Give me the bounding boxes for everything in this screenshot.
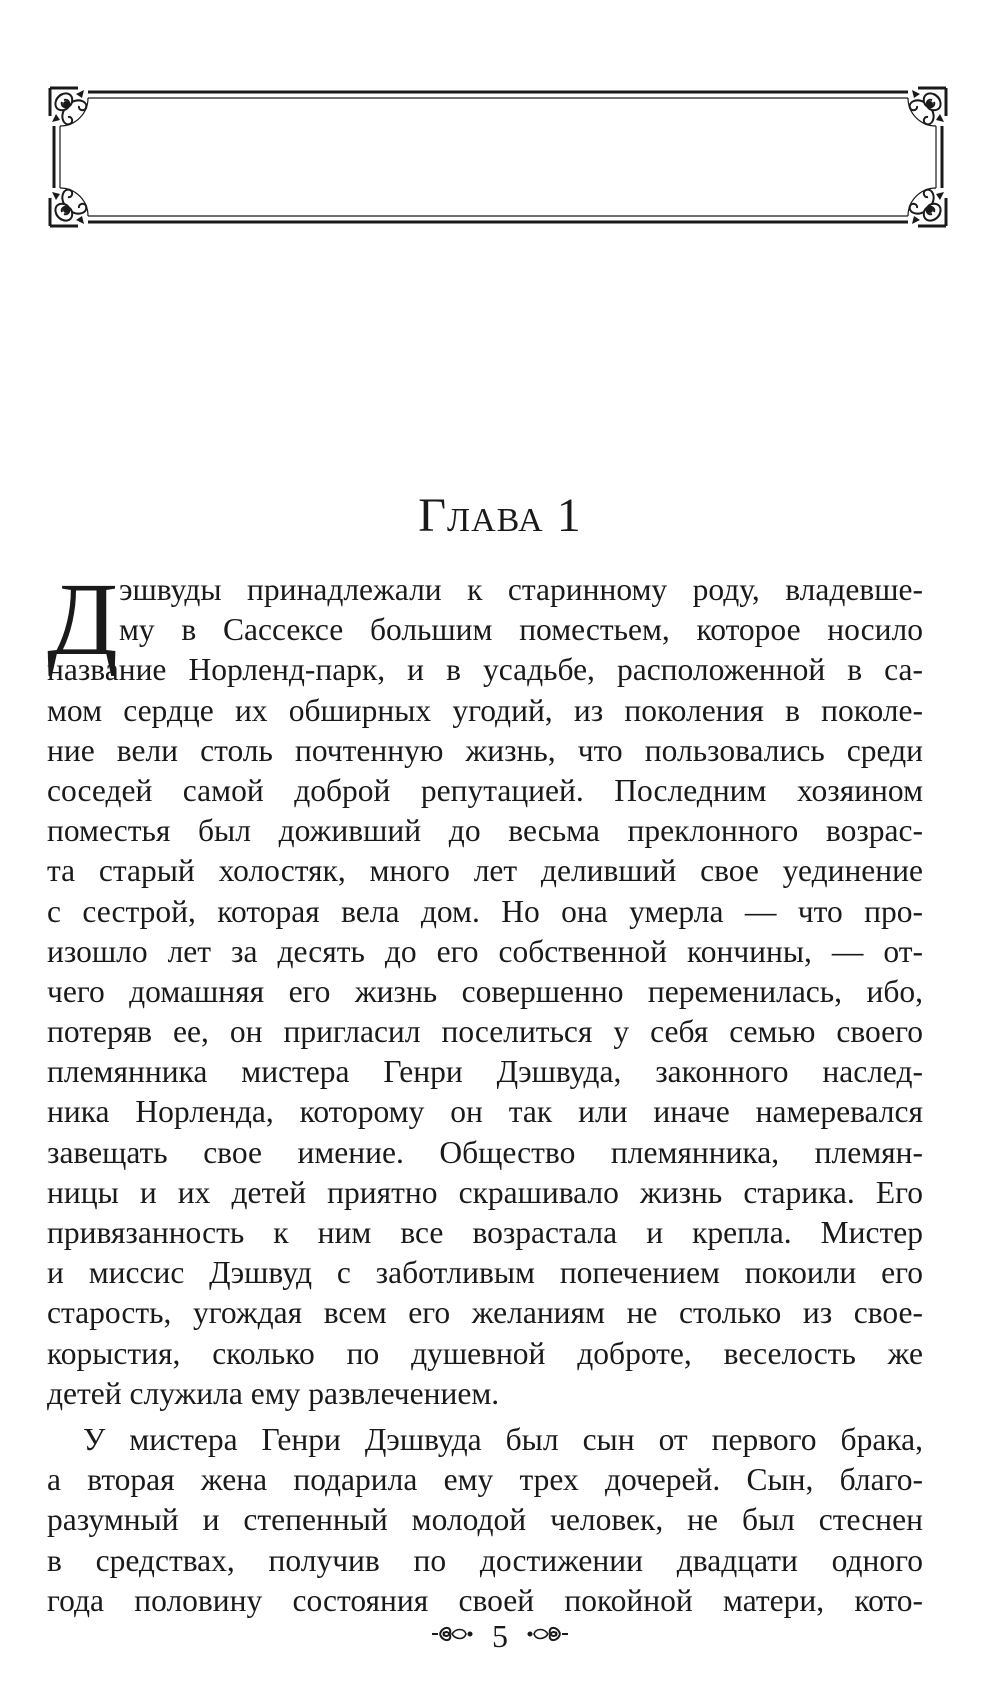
ornamental-frame	[48, 86, 948, 228]
corner-flourish-top-right	[910, 88, 946, 124]
text-line: эшвуды принадлежали к старинному роду, владевше-	[119, 572, 923, 607]
text-line: корыстия, сколько по душевной доброте, веселость же	[47, 1335, 923, 1371]
corner-flourish-bottom-right	[910, 190, 946, 226]
text-line: и миссис Дэшвуд с заботливым попечением покоили его	[47, 1255, 923, 1291]
text-line: потеряв ее, он пригласил поселиться у себя семью своего	[47, 1014, 923, 1050]
text-line: ницы и их детей приятно скрашивало жизнь старика. Его	[47, 1174, 923, 1210]
text-line: чего домашняя его жизнь совершенно переменилась, ибо,	[47, 973, 923, 1009]
text-line: завещать свое имение. Общество племянника, племян-	[47, 1134, 923, 1170]
text-line: а вторая жена подарила ему трех дочерей. Сын, благо-	[47, 1462, 923, 1498]
text-line: изошло лет за десять до его собственной кончины, — от-	[47, 933, 923, 969]
page-footer	[0, 1620, 1000, 1652]
text-line: название Норленд-парк, и в усадьбе, расположенной в са-	[47, 652, 923, 688]
corner-flourish-bottom-left	[50, 190, 86, 226]
paragraph-2	[47, 1420, 923, 1621]
text-line: та старый холостяк, много лет деливший свое уединение	[47, 853, 923, 889]
text-line: старость, угождая всем его желаниям не столько из свое-	[47, 1295, 923, 1331]
text-line: поместья был доживший до весьма преклонного возрас-	[47, 813, 923, 849]
fleuron-left-icon	[430, 1623, 474, 1650]
text-line: привязанность к ним все возрастала и крепла. Мистер	[47, 1215, 923, 1250]
paragraph-1	[47, 562, 923, 1414]
text-line: с сестрой, которая вела дом. Но она умерла — что про-	[47, 893, 923, 929]
drop-cap: Д	[47, 562, 118, 677]
text-line: соседей самой доброй репутацией. Последним хозяином	[47, 772, 923, 808]
page-number: 5	[492, 1618, 508, 1654]
chapter-title: Глава 1	[418, 489, 582, 542]
text-line: У мистера Генри Дэшвуда был сын от первого брака,	[83, 1421, 923, 1457]
body-text	[47, 562, 923, 1621]
text-line: ние вели столь почтенную жизнь, что пользовались среди	[47, 732, 923, 768]
text-line: детей служила ему развлечением.	[47, 1375, 500, 1411]
corner-flourish-top-left	[50, 88, 86, 124]
text-line: му в Сассексе большим поместьем, которое носило	[119, 612, 923, 648]
text-line: племянника мистера Генри Дэшвуда, законного наслед-	[47, 1054, 923, 1090]
text-line: в средствах, получив по достижении двадцати одного	[47, 1542, 923, 1578]
fleuron-right-icon	[526, 1623, 570, 1650]
text-line: ника Норленда, которому он так или иначе намеревался	[47, 1094, 923, 1130]
text-line: года половину состояния своей покойной матери, кото-	[47, 1582, 923, 1618]
text-line: разумный и степенный молодой человек, не был стеснен	[47, 1502, 923, 1538]
text-line: мом сердце их обширных угодий, из поколения в поколе-	[47, 692, 923, 728]
